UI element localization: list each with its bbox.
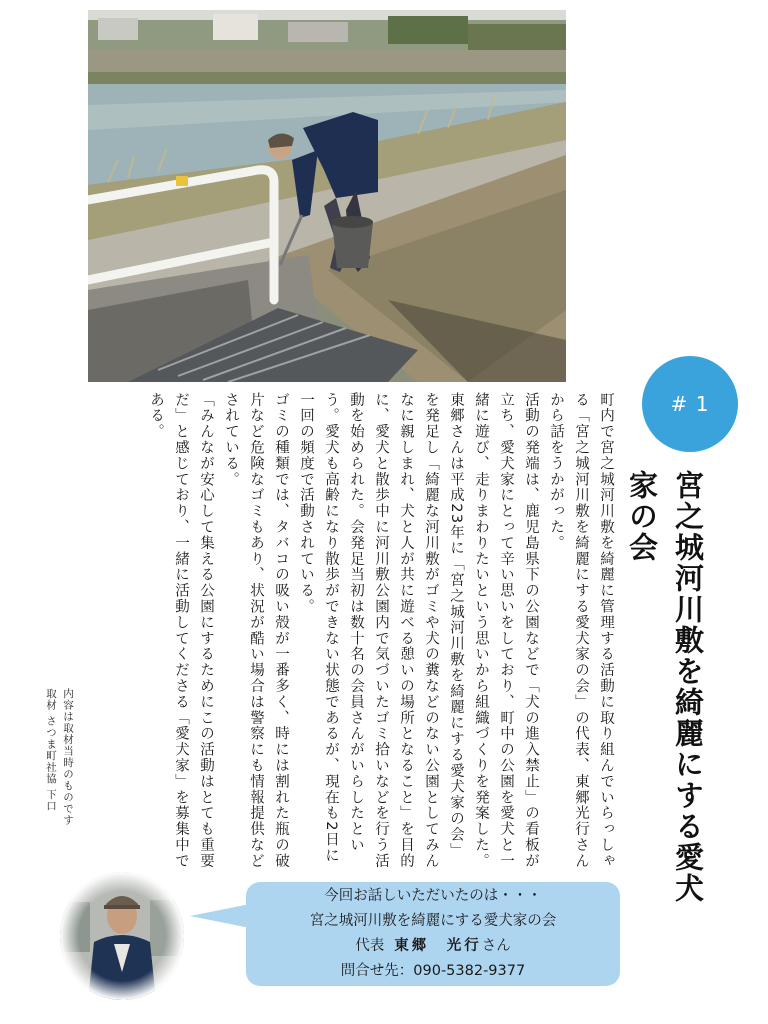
contact-intro: 今回お話しいただいたのは・・・: [324, 888, 542, 904]
contact-organization: 宮之城河川敷を綺麗にする愛犬家の会: [309, 913, 557, 929]
article-photo: [88, 10, 566, 382]
interview-credit: [34, 688, 76, 828]
contact-person: [355, 934, 511, 959]
article-paragraph: 活動の発端は、鹿児島県下の公園などで「犬の進入禁止」の看板が立ち、愛犬家にとって辛い思いをしており、町中の公園を愛犬と一緒に遊び、走りまわりたいという思いから組織づくりを発案した。: [473, 392, 539, 869]
article-paragraph: 「みんなが安心して集える公園にするためにこの活動はとても重要だ」と感じており、一緒に活動してくださる「愛犬家」を募集中である。: [148, 392, 214, 869]
credit-author: 取材 さつま町社協 下口: [45, 688, 57, 812]
interviewee-portrait: [60, 872, 184, 1000]
contact-bubble: [246, 882, 620, 986]
contact-role: 代表: [355, 938, 385, 954]
article-body: [40, 392, 618, 872]
contact-honorific: さん: [481, 938, 511, 954]
contact-phone[interactable]: 問合せ先：090-5382-9377: [340, 963, 526, 979]
article-paragraph: ゴミの種類では、タバコの吸い殻が一番多く、時には割れた瓶の破片など危険なゴミもあり、状況が酷い場合は警察にも情報提供などされている。: [223, 392, 289, 869]
contact-name: 東郷 光行: [394, 938, 482, 954]
speech-bubble-tail: [190, 904, 250, 928]
issue-number-badge: # 1: [642, 356, 738, 452]
article-paragraph: 町内で宮之城河川敷を綺麗に管理する活動に取り組んでいらっしゃる「宮之城河川敷を綺麗にする愛犬家の会」の代表、東郷光行さんから話をうかがった。: [548, 392, 614, 869]
article-paragraph: 東郷さんは平成23年に「宮之城河川敷を綺麗にする愛犬家の会」を発足し「綺麗な河川敷がゴミや犬の糞などのない公園としてみんなに親しまれ、犬と人が共に遊べる憩いの場所となること」を目的に、愛犬と散歩中に河川敷公園内で気づいたゴミ拾いなどを行う活動を始められた。会発足当初は数十名の会員さんがいらしたという。愛犬も高齢になり散歩ができない状態であるが、現在も2日に一回の頻度で活動されている。: [298, 392, 464, 869]
credit-note: 内容は取材当時のものです: [62, 688, 74, 826]
article-title: 宮之城河川敷を綺麗にする愛犬家の会: [625, 470, 705, 904]
